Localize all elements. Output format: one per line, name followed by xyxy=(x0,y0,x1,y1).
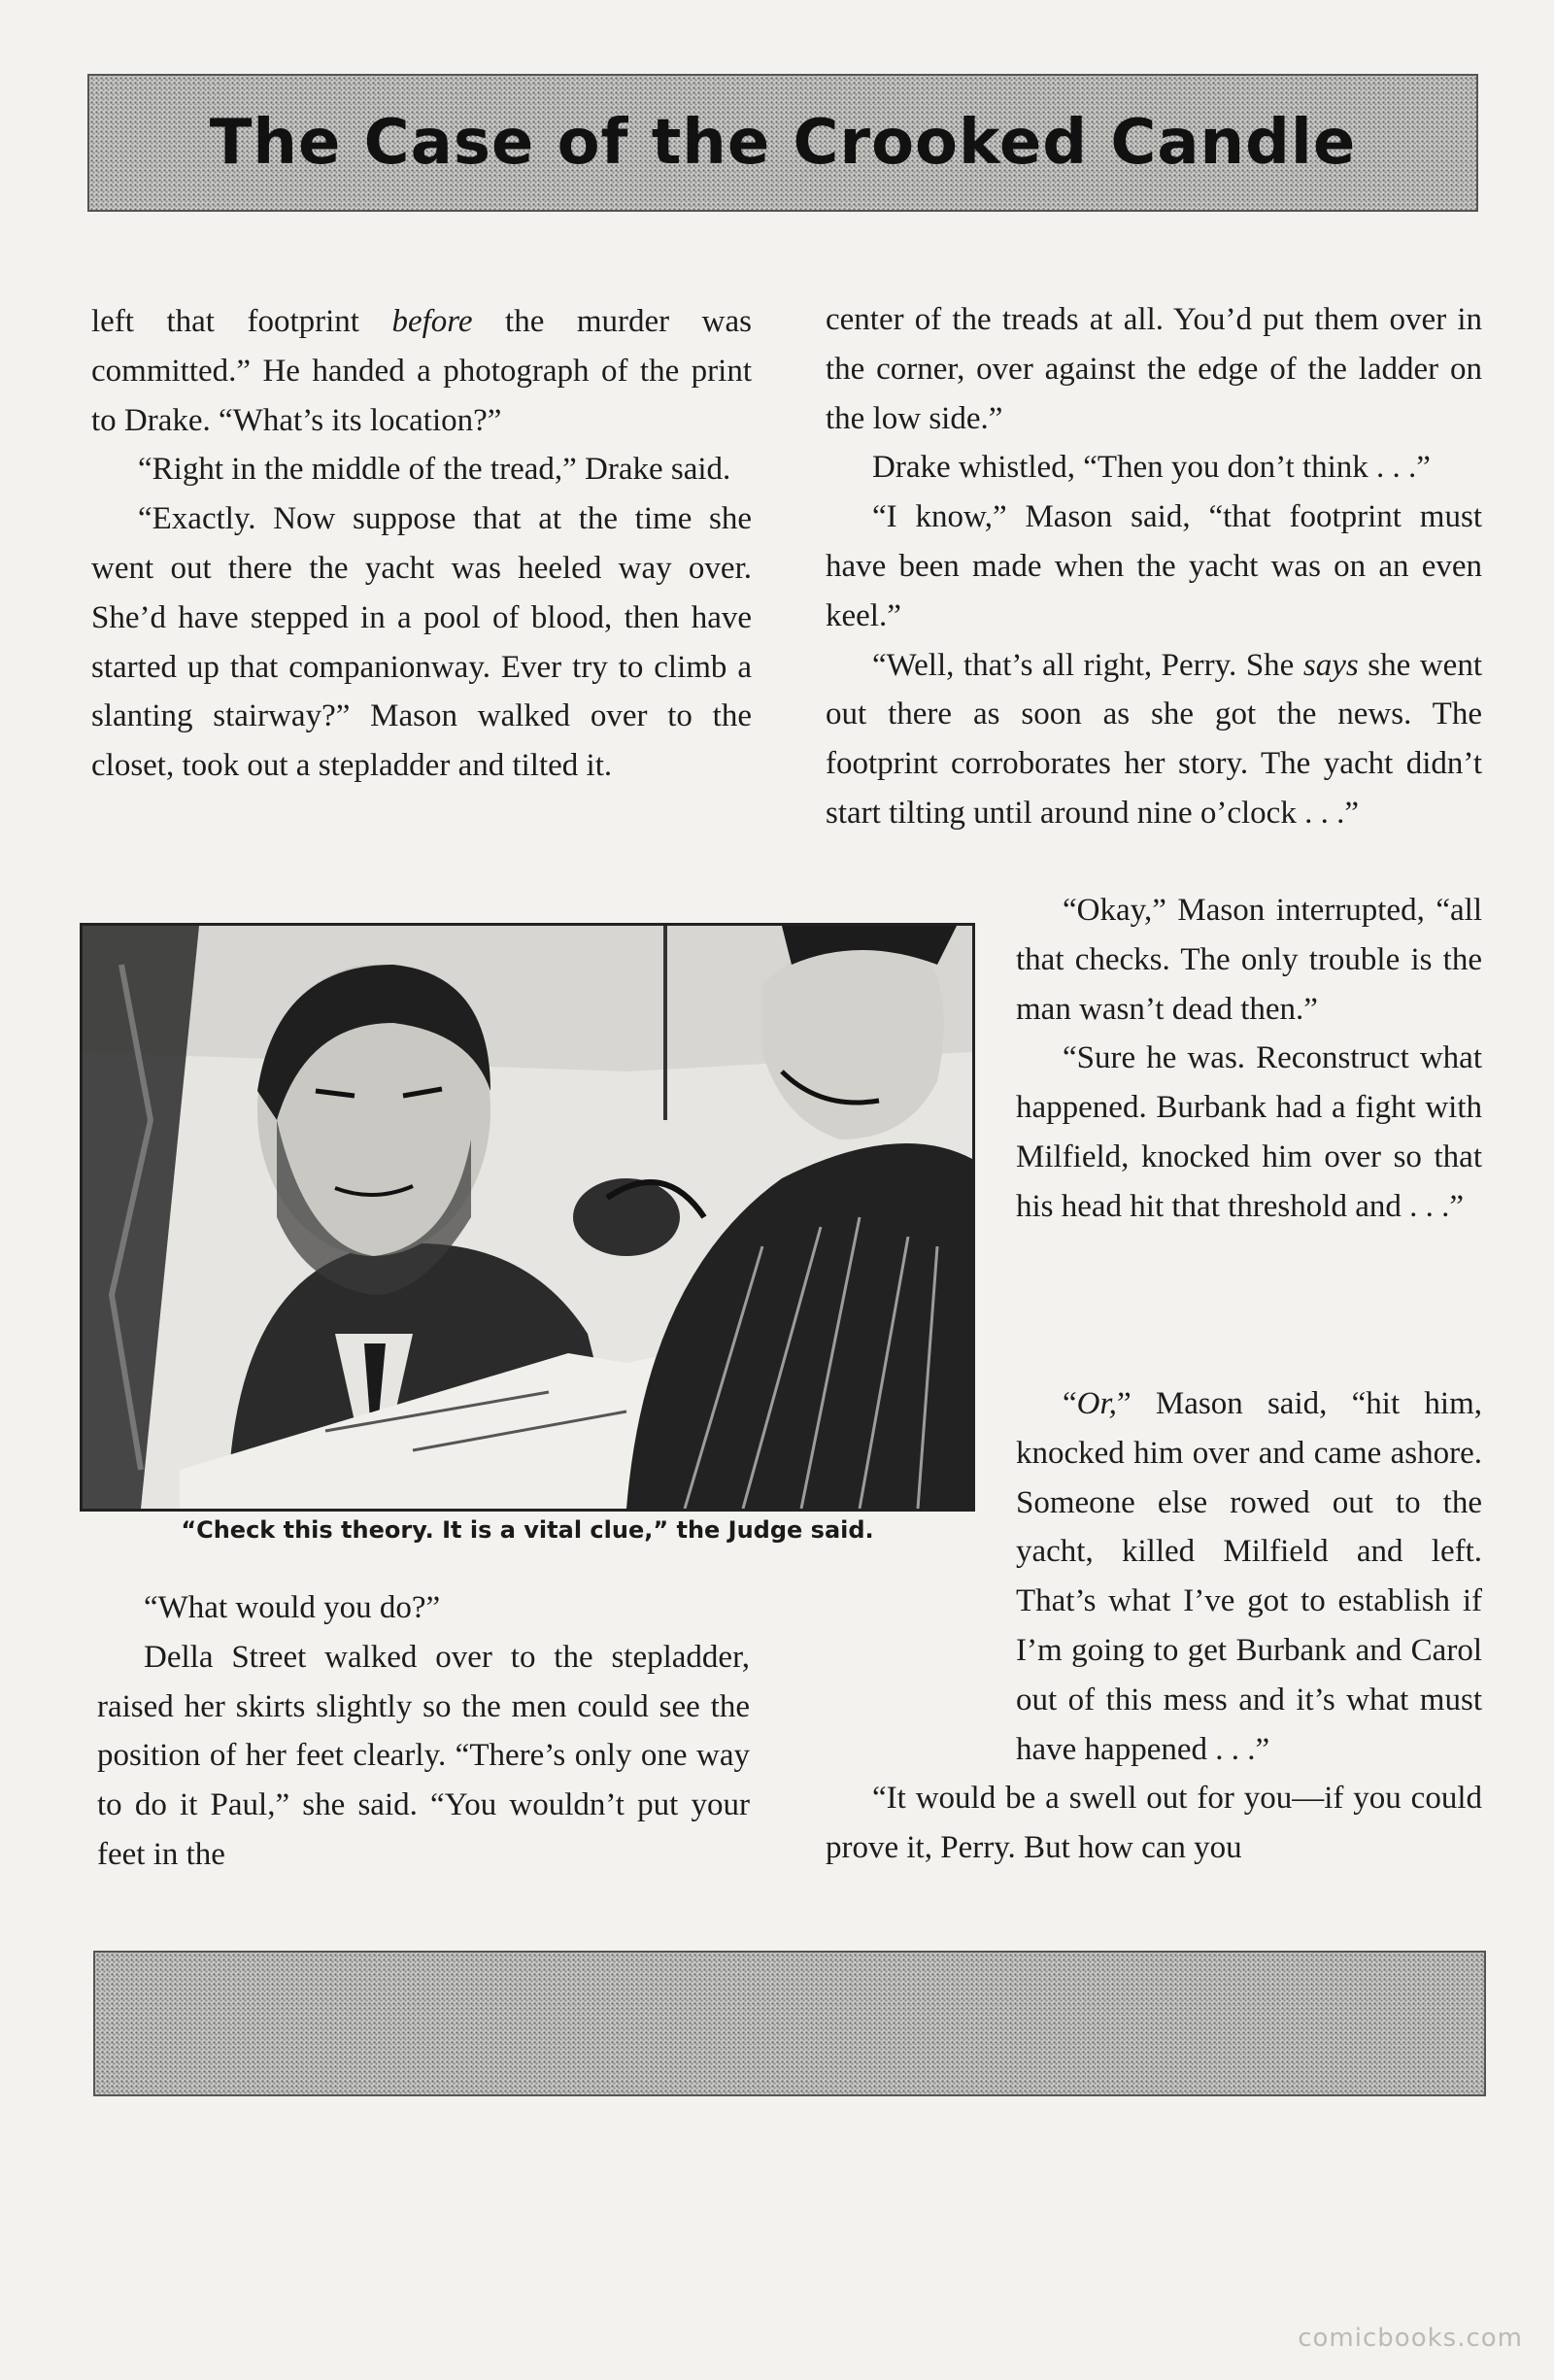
italic-text: says xyxy=(1302,647,1359,683)
footer-banner xyxy=(93,1951,1486,2096)
italic-text: before xyxy=(391,304,473,339)
text-run: “ xyxy=(1063,1386,1077,1421)
paragraph: Della Street walked over to the stepladder, raised her skirts slightly so the men could see the position of her feet clearly. “There’s only one way to do it Paul,” she said. “You wouldn’t put your feet in the xyxy=(97,1639,750,1872)
story-title: The Case of the Crooked Candle xyxy=(209,107,1357,179)
paragraph: “It would be a swell out for you—if you could prove it, Perry. But how can you xyxy=(826,1781,1482,1866)
paragraph: “What would you do?” xyxy=(144,1590,441,1625)
text-run: ” Mason said, “hit him, knocked him over and came ashore. Someone else rowed out to the yacht, killed Milfield and left. That’s what I’ve got to establish if I’m going to get Burbank and Carol out of this mess and it’s what must have happened . . .” xyxy=(1016,1386,1482,1767)
text-run: she went out there as soon as she got the news. The footprint corroborates her story. The yacht didn’t start tilting until around nine o’clock . . .” xyxy=(826,647,1482,831)
text-run: “Well, that’s all right, Perry. She xyxy=(872,647,1303,683)
column-left-bottom xyxy=(97,1583,750,1880)
paragraph xyxy=(826,1379,1482,1774)
paragraph: Drake whistled, “Then you don’t think . . .” xyxy=(872,450,1431,486)
paragraph xyxy=(826,641,1482,838)
paragraph: center of the treads at all. You’d put them over in the corner, over against the edge of the ladder on the low side.” xyxy=(826,302,1482,436)
column-right-wrapped xyxy=(1016,886,1482,1232)
column-left-top xyxy=(91,297,752,791)
italic-text: Or, xyxy=(1076,1386,1117,1421)
column-right-lower xyxy=(826,1379,1482,1873)
paragraph: “I know,” Mason said, “that footprint must have been made when the yacht was on an even keel.” xyxy=(826,499,1482,633)
paragraph: “Okay,” Mason interrupted, “all that checks. The only trouble is the man wasn’t dead then.” xyxy=(1016,893,1482,1027)
illustration-caption: “Check this theory. It is a vital clue,” the Judge said. xyxy=(181,1516,874,1544)
paragraph: “Right in the middle of the tread,” Drake said. xyxy=(138,452,731,488)
watermark: comicbooks.com xyxy=(1298,2324,1523,2353)
paragraph xyxy=(91,297,752,445)
text-run: the murder was committed.” He handed a photograph of the print to Drake. “What’s its location?” xyxy=(91,304,752,438)
text-run: left that footprint xyxy=(91,304,392,339)
title-banner xyxy=(87,74,1478,212)
paragraph: “Exactly. Now suppose that at the time she went out there the yacht was heeled way over. She’d have stepped in a pool of blood, then have started up that companionway. Ever try to climb a slanting stairway?” Mason walked over to the closet, took out a stepladder and tilted it. xyxy=(91,501,752,784)
paragraph: “Sure he was. Reconstruct what happened. Burbank had a fight with Milfield, knocked him over so that his head hit that threshold and . . .” xyxy=(1016,1040,1482,1224)
column-right xyxy=(826,295,1482,838)
